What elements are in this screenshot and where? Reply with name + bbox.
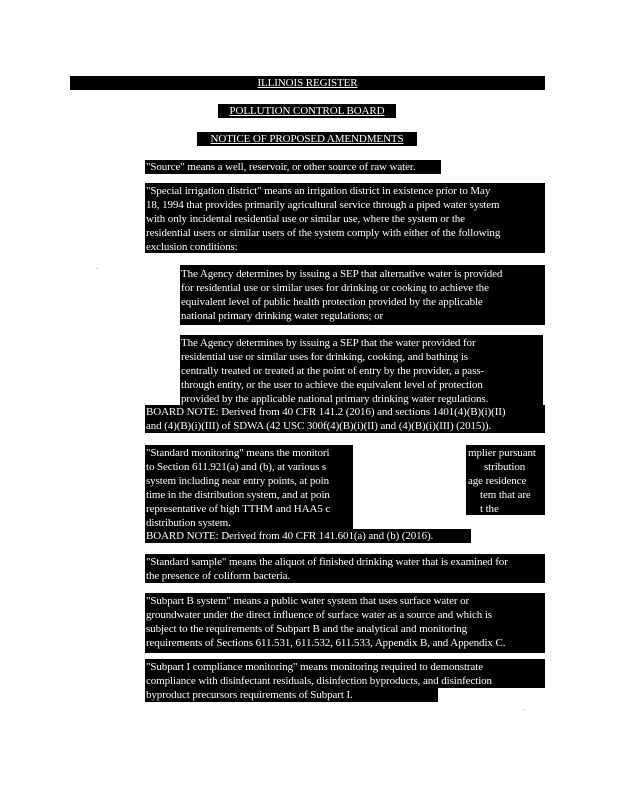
standard-monitoring-right-line: mplier pursuant — [468, 447, 536, 459]
header-register: ILLINOIS REGISTER — [257, 77, 358, 89]
condition-b-line: centrally treated or treated at the point of entry by the provider, a pass- — [181, 365, 484, 377]
subpart-i-line: compliance with disinfectant residuals, disinfection byproducts, and disinfection — [146, 675, 492, 687]
standard-sample-line: "Standard sample" means the aliquot of finished drinking water that is examined for — [146, 556, 508, 568]
condition-b-line: through entity, or the user to achieve the equivalent level of protection — [181, 379, 483, 391]
standard-monitoring-right-line: t the — [480, 503, 499, 515]
condition-a-line: equivalent level of public health protection provided by the applicable — [181, 296, 483, 308]
standard-monitoring-line: distribution system. — [146, 517, 231, 529]
standard-monitoring-line: representative of high TTHM and HAA5 c — [146, 503, 331, 515]
special-line: with only incidental residential use or similar use, where the system or the — [146, 213, 465, 225]
standard-monitoring-line: "Standard monitoring" means the monitori — [146, 447, 330, 459]
condition-a-line: national primary drinking water regulations; or — [181, 310, 384, 322]
standard-monitoring-right-line: stribution — [484, 461, 526, 473]
source-line: "Source" means a well, reservoir, or other source of raw water. — [146, 161, 416, 173]
condition-b-line: provided by the applicable national primary drinking water regulations. — [181, 393, 489, 405]
standard-monitoring-right-line: tem that are — [480, 489, 531, 501]
standard-monitoring-line: to Section 611.921(a) and (b), at various s — [146, 461, 327, 473]
special-line: "Special irrigation district" means an irrigation district in existence prior to May — [146, 185, 491, 197]
standard-sample-line: the presence of coliform bacteria. — [146, 570, 291, 582]
board-note-1-line: and (4)(B)(i)(III) of SDWA (42 USC 300f(4)(B)(i)(II) and (4)(B)(i)(III) (2015)). — [146, 420, 492, 432]
header-notice: NOTICE OF PROPOSED AMENDMENTS — [210, 133, 404, 145]
standard-monitoring-right-line: age residence — [468, 475, 527, 487]
subpart-b-line: "Subpart B system" means a public water system that uses surface water or — [146, 595, 470, 607]
subpart-i-line: byproduct precursors requirements of Subpart I. — [146, 689, 353, 701]
subpart-b-line: requirements of Sections 611.531, 611.532, 611.533, Appendix B, and Appendix C. — [146, 637, 506, 649]
scan-speck — [523, 709, 524, 710]
condition-b-line: The Agency determines by issuing a SEP that the water provided for — [181, 337, 476, 349]
special-line: 18, 1994 that provides primarily agricultural service through a piped water system — [146, 199, 500, 211]
standard-monitoring-line: time in the distribution system, and at poin — [146, 489, 330, 501]
board-note-2-line: BOARD NOTE: Derived from 40 CFR 141.601(a) and (b) (2016). — [146, 530, 434, 542]
header-board: POLLUTION CONTROL BOARD — [229, 105, 385, 117]
board-note-1-line: BOARD NOTE: Derived from 40 CFR 141.2 (2016) and sections 1401(4)(B)(i)(II) — [146, 406, 506, 418]
special-line: exclusion conditions: — [146, 241, 238, 253]
subpart-i-line: "Subpart I compliance monitoring" means monitoring required to demonstrate — [146, 661, 484, 673]
scan-speck — [97, 268, 98, 269]
condition-a-line: The Agency determines by issuing a SEP that alternative water is provided — [181, 268, 503, 280]
subpart-b-line: subject to the requirements of Subpart B and the analytical and monitoring — [146, 623, 467, 635]
standard-monitoring-line: system including near entry points, at poin — [146, 475, 329, 487]
subpart-b-line: groundwater under the direct influence of surface water as a source and which is — [146, 609, 492, 621]
condition-b-line: residential use or similar uses for drinking, cooking, and bathing is — [181, 351, 468, 363]
condition-a-line: for residential use or similar uses for drinking or cooking to achieve the — [181, 282, 489, 294]
special-line: residential users or similar users of the system comply with either of the following — [146, 227, 501, 239]
